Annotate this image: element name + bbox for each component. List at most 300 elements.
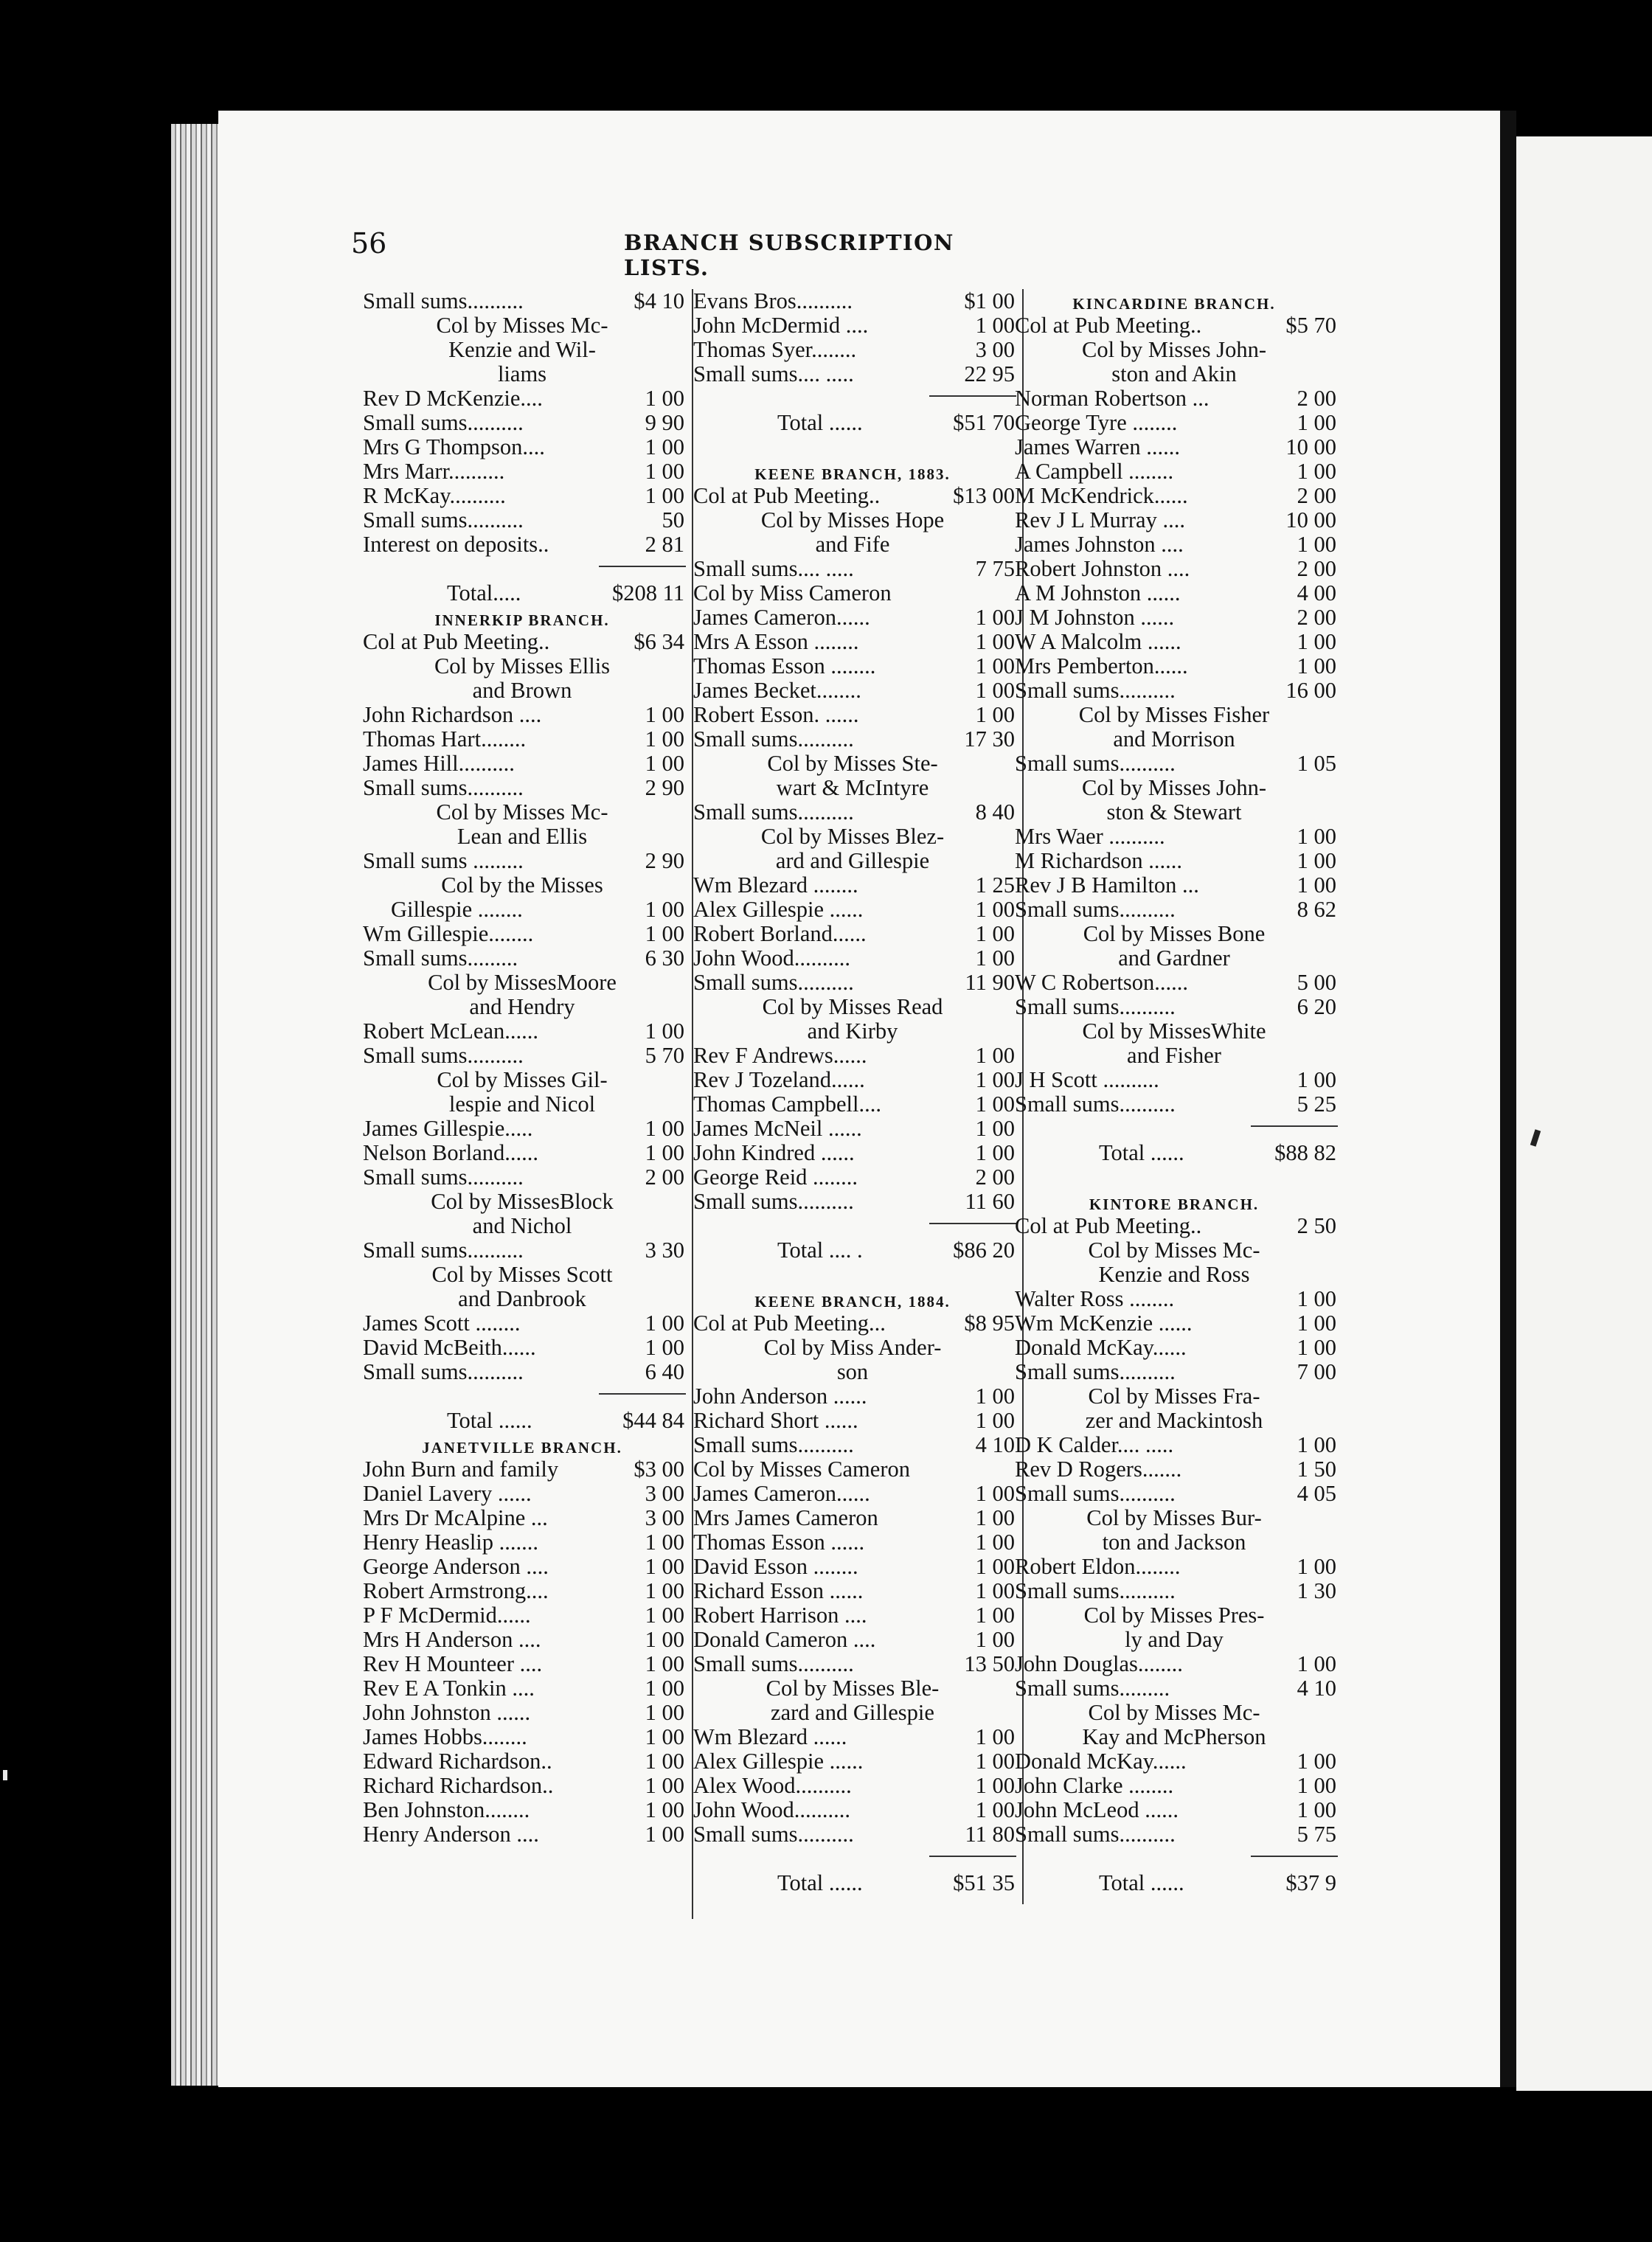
- entry-name: Rev F Andrews......: [693, 1043, 867, 1068]
- entry-amount: 1 00: [975, 1530, 1015, 1555]
- page-header: [351, 227, 1044, 280]
- entry-name: Small sums.........: [363, 945, 518, 971]
- subscription-entry: [1004, 1433, 1344, 1457]
- entry-amount: 1 00: [1297, 410, 1336, 435]
- entry-amount: 1 00: [1297, 872, 1336, 898]
- entry-name: Richard Short ......: [693, 1408, 858, 1433]
- total-rule: [353, 557, 692, 581]
- entry-amount: 1 00: [1297, 1311, 1336, 1336]
- collector-note: [1004, 1725, 1344, 1749]
- entry-amount: 1 00: [645, 1700, 684, 1725]
- subscription-entry: [1004, 484, 1344, 508]
- entry-name: Mrs G Thompson....: [363, 434, 545, 459]
- subscription-entry: [1004, 532, 1344, 557]
- collector-text: Col by Misses Ste-: [767, 751, 938, 776]
- entry-amount: 1 00: [1297, 848, 1336, 873]
- subscription-entry: [1004, 1287, 1344, 1311]
- entry-amount: 1 00: [645, 1603, 684, 1628]
- entry-amount: $4 10: [634, 288, 684, 313]
- entry-name: Small sums..........: [363, 410, 524, 435]
- collector-text: Col by Misses Ble-: [766, 1676, 940, 1701]
- collector-note: [1004, 338, 1344, 362]
- collector-text: ston & Stewart: [1106, 799, 1242, 825]
- collector-text: Col by Misses Fisher: [1078, 702, 1270, 727]
- entry-name: Interest on deposits..: [363, 532, 549, 557]
- subscription-entry: [353, 1336, 692, 1360]
- entry-name: Rev D Rogers.......: [1015, 1457, 1182, 1482]
- subscription-entry: [683, 484, 1022, 508]
- entry-name: Robert Johnston ....: [1015, 556, 1190, 581]
- entry-name: George Anderson ....: [363, 1554, 549, 1579]
- entry-amount: 1 00: [645, 1724, 684, 1749]
- subscription-entry: [1004, 1798, 1344, 1822]
- total-line: [1004, 1871, 1344, 1895]
- collector-note: [1004, 800, 1344, 825]
- subscription-entry: [1004, 995, 1344, 1019]
- collector-text: ly and Day: [1125, 1627, 1224, 1652]
- entry-amount: 6 40: [645, 1359, 684, 1384]
- entry-amount: 1 50: [1297, 1457, 1336, 1482]
- entry-name: W A Malcolm ......: [1015, 629, 1181, 654]
- total-line: [353, 581, 692, 605]
- entry-name: A M Johnston ......: [1015, 580, 1181, 605]
- entry-name: Rev H Mounteer ....: [363, 1651, 543, 1676]
- entry-name: Walter Ross ........: [1015, 1286, 1175, 1311]
- facing-page-edge: [1516, 136, 1652, 2091]
- total-line: [683, 411, 1022, 435]
- subscription-entry: [1004, 1068, 1344, 1092]
- entry-name: Alex Gillespie ......: [693, 1749, 864, 1774]
- subscription-entry: [353, 1360, 692, 1384]
- collector-text: and Gardner: [1118, 945, 1230, 971]
- entry-amount: 1 00: [1297, 1797, 1336, 1822]
- collector-text: Kay and McPherson: [1082, 1724, 1266, 1749]
- entry-amount: $8 95: [964, 1311, 1015, 1336]
- entry-amount: 1 00: [645, 483, 684, 508]
- total-amount: $44 84: [622, 1408, 684, 1433]
- entry-amount: $5 70: [1285, 313, 1336, 338]
- entry-amount: 1 00: [1297, 1286, 1336, 1311]
- entry-name: Robert Borland......: [693, 921, 867, 946]
- collector-note: [353, 873, 692, 898]
- entry-name: John Wood..........: [693, 1797, 851, 1822]
- collector-text: zard and Gillespie: [771, 1700, 934, 1725]
- subscription-entry: [683, 971, 1022, 995]
- subscription-entry: [353, 435, 692, 459]
- subscription-entry: [353, 289, 692, 313]
- entry-name: George Tyre ........: [1015, 410, 1178, 435]
- entry-amount: 1 00: [645, 1554, 684, 1579]
- entry-amount: 1 00: [975, 1505, 1015, 1530]
- entry-amount: 1 00: [975, 1797, 1015, 1822]
- collector-note: [1004, 703, 1344, 727]
- subscription-entry: [683, 1190, 1022, 1214]
- subscription-entry: [353, 1044, 692, 1068]
- entry-amount: 10 00: [1285, 507, 1336, 532]
- entry-amount: 9 90: [645, 410, 684, 435]
- entry-name: David McBeith......: [363, 1335, 536, 1360]
- total-amount: $86 20: [953, 1238, 1015, 1263]
- total-rule: [683, 1847, 1022, 1871]
- subscription-entry: [353, 1603, 692, 1628]
- total-rule: [1004, 1847, 1344, 1871]
- collector-text: and Fife: [815, 532, 890, 557]
- entry-name: A Campbell ........: [1015, 459, 1174, 484]
- entry-name: John Clarke ........: [1015, 1773, 1174, 1798]
- subscription-entry: [683, 1822, 1022, 1847]
- entry-name: R McKay..........: [363, 483, 506, 508]
- collector-note: [353, 313, 692, 338]
- entry-amount: 1 00: [645, 1116, 684, 1141]
- subscription-entry: [683, 703, 1022, 727]
- entry-name: James Gillespie.....: [363, 1116, 533, 1141]
- subscription-entry: [1004, 654, 1344, 678]
- subscription-entry: [353, 1676, 692, 1701]
- collector-note: [353, 1190, 692, 1214]
- subscription-entry: [353, 532, 692, 557]
- subscription-entry: [1004, 508, 1344, 532]
- subscription-entry: [683, 727, 1022, 752]
- entry-amount: 1 00: [975, 1749, 1015, 1774]
- collector-note: [353, 800, 692, 825]
- total-label: Total .... .: [777, 1238, 863, 1263]
- total-label: Total ......: [777, 1870, 863, 1895]
- entry-name: Henry Anderson ....: [363, 1822, 539, 1847]
- subscription-entry: [353, 1749, 692, 1774]
- entry-amount: 1 00: [645, 726, 684, 752]
- collector-text: Col by MissesBlock: [431, 1189, 614, 1214]
- collector-text: Col by Misses Pres-: [1083, 1603, 1265, 1628]
- entry-amount: 1 00: [645, 1822, 684, 1847]
- entry-name: Rev J B Hamilton ...: [1015, 872, 1199, 898]
- entry-amount: 1 05: [1297, 751, 1336, 776]
- entry-amount: 8 40: [975, 799, 1015, 825]
- entry-amount: 3 00: [645, 1481, 684, 1506]
- entry-amount: 1 00: [645, 1335, 684, 1360]
- subscription-entry: [683, 1482, 1022, 1506]
- subscription-entry: [1004, 1652, 1344, 1676]
- collector-text: Col by Misses Gil-: [437, 1067, 608, 1092]
- total-rule: [1004, 1117, 1344, 1141]
- entry-amount: 1 00: [1297, 653, 1336, 678]
- spacer: [683, 1263, 1022, 1287]
- entry-name: Robert Harrison ....: [693, 1603, 867, 1628]
- collector-text: Col by Misses Read: [762, 994, 943, 1019]
- entry-amount: 8 62: [1297, 897, 1336, 922]
- collector-note: [353, 362, 692, 386]
- entry-name: John Johnston ......: [363, 1700, 531, 1725]
- entry-name: Richard Esson ......: [693, 1578, 864, 1603]
- entry-amount: 1 00: [975, 1603, 1015, 1628]
- subscription-entry: [683, 1409, 1022, 1433]
- subscription-entry: [683, 605, 1022, 630]
- total-line: [1004, 1141, 1344, 1165]
- branch-heading: JANETVILLE BRANCH.: [422, 1439, 622, 1457]
- collector-note: [353, 1287, 692, 1311]
- subscription-entry: [353, 630, 692, 654]
- total-amount: $208 11: [612, 580, 684, 605]
- entry-amount: 1 00: [645, 1530, 684, 1555]
- subscription-entry: [683, 1749, 1022, 1774]
- collector-note: [353, 825, 692, 849]
- entry-name: Mrs James Cameron: [693, 1505, 878, 1530]
- entry-amount: 1 00: [1297, 1651, 1336, 1676]
- entry-amount: 1 00: [645, 1773, 684, 1798]
- entry-name: Small sums.... .....: [693, 361, 854, 386]
- subscription-entry: [683, 922, 1022, 946]
- page-gutter: [1500, 111, 1516, 2087]
- subscription-entry: [683, 1311, 1022, 1336]
- entry-name: John Anderson ......: [693, 1384, 867, 1409]
- subscription-entry: [353, 386, 692, 411]
- entry-amount: 1 25: [975, 872, 1015, 898]
- branch-heading: KINCARDINE BRANCH.: [1072, 295, 1276, 313]
- collector-text: Col by the Misses: [441, 872, 603, 898]
- entry-amount: 2 50: [1297, 1213, 1336, 1238]
- entry-amount: 1 00: [1297, 629, 1336, 654]
- subscription-entry: [353, 1019, 692, 1044]
- entry-name: Donald McKay......: [1015, 1749, 1187, 1774]
- entry-name: Small sums..........: [363, 507, 524, 532]
- entry-amount: 2 00: [1297, 556, 1336, 581]
- entry-name: Thomas Esson ......: [693, 1530, 865, 1555]
- subscription-entry: [1004, 1555, 1344, 1579]
- entry-name: Small sums..........: [693, 970, 854, 995]
- entry-name: Alex Gillespie ......: [693, 897, 864, 922]
- entry-name: John Kindred ......: [693, 1140, 855, 1165]
- subscription-entry: [1004, 313, 1344, 338]
- entry-amount: 16 00: [1285, 678, 1336, 703]
- entry-name: M Richardson ......: [1015, 848, 1183, 873]
- total-label: Total ......: [1099, 1870, 1184, 1895]
- entry-name: Mrs Dr McAlpine ...: [363, 1505, 548, 1530]
- rule-line: [929, 395, 1016, 397]
- entry-name: James Cameron......: [693, 605, 870, 630]
- entry-name: Rev D McKenzie....: [363, 386, 543, 411]
- subscription-entry: [353, 946, 692, 971]
- collector-text: son: [836, 1359, 869, 1384]
- subscription-entry: [1004, 386, 1344, 411]
- entry-amount: $13 00: [953, 483, 1015, 508]
- collector-note: [1004, 1384, 1344, 1409]
- entry-name: James Hobbs........: [363, 1724, 527, 1749]
- subscription-entry: [353, 849, 692, 873]
- subscription-entry: [1004, 898, 1344, 922]
- rule-line: [929, 1856, 1016, 1857]
- entry-name: Small sums..........: [363, 1043, 524, 1068]
- entry-name: John McLeod ......: [1015, 1797, 1179, 1822]
- subscription-entry: [1004, 1092, 1344, 1117]
- entry-amount: 2 00: [1297, 386, 1336, 411]
- entry-name: Edward Richardson..: [363, 1749, 552, 1774]
- entry-amount: 10 00: [1285, 434, 1336, 459]
- entry-name: Col at Pub Meeting..: [1015, 313, 1202, 338]
- entry-name: Wm Blezard ........: [693, 872, 858, 898]
- entry-name: James Warren ......: [1015, 434, 1180, 459]
- collector-note: [683, 1676, 1022, 1701]
- collector-text: Col by Misses Blez-: [760, 824, 945, 849]
- entry-amount: 1 00: [975, 1116, 1015, 1141]
- total-amount: $51 35: [953, 1870, 1015, 1895]
- collector-text: Col by Misses Ellis: [434, 653, 611, 678]
- entry-amount: 11 90: [965, 970, 1015, 995]
- entry-amount: 50: [662, 507, 684, 532]
- subscription-entry: [683, 654, 1022, 678]
- entry-amount: 1 00: [645, 1651, 684, 1676]
- collector-text: Col by Misses John-: [1082, 775, 1266, 800]
- entry-name: Col at Pub Meeting...: [693, 1311, 886, 1336]
- subscription-entry: [683, 898, 1022, 922]
- entry-amount: 11 80: [965, 1822, 1015, 1847]
- entry-amount: 1 00: [975, 605, 1015, 630]
- entry-name: Small sums..........: [1015, 897, 1176, 922]
- entry-amount: 1 00: [645, 459, 684, 484]
- column-3: [1004, 289, 1344, 1895]
- subscription-entry: [1004, 459, 1344, 484]
- subscription-entry: [1004, 630, 1344, 654]
- entry-amount: 1 30: [1297, 1578, 1336, 1603]
- entry-amount: $1 00: [964, 288, 1015, 313]
- subscription-entry: [1004, 581, 1344, 605]
- entry-amount: 3 30: [645, 1238, 684, 1263]
- collector-note: [1004, 1238, 1344, 1263]
- entry-name: Thomas Esson ........: [693, 653, 876, 678]
- entry-amount: 2 00: [975, 1165, 1015, 1190]
- entry-amount: 1 00: [645, 921, 684, 946]
- entry-name: Mrs Waer ..........: [1015, 824, 1165, 849]
- total-amount: $37 9: [1285, 1870, 1336, 1895]
- dust-speck: [3, 1770, 7, 1780]
- entry-amount: 1 00: [975, 702, 1015, 727]
- collector-text: Kenzie and Wil-: [448, 337, 596, 362]
- entry-amount: 2 90: [645, 775, 684, 800]
- subscription-entry: [1004, 849, 1344, 873]
- collector-text: Col by MissesMoore: [428, 970, 617, 995]
- collector-text: Col by Misses Scott: [431, 1262, 613, 1287]
- total-label: Total ......: [447, 1408, 532, 1433]
- entry-name: Donald Cameron ....: [693, 1627, 876, 1652]
- subscription-entry: [683, 1798, 1022, 1822]
- entry-name: Col at Pub Meeting..: [363, 629, 550, 654]
- subscription-entry: [1004, 1457, 1344, 1482]
- entry-amount: 1 00: [645, 751, 684, 776]
- entry-amount: 1 00: [645, 386, 684, 411]
- entry-name: Col at Pub Meeting..: [1015, 1213, 1202, 1238]
- entry-amount: 4 10: [1297, 1676, 1336, 1701]
- entry-amount: 1 00: [645, 1797, 684, 1822]
- entry-name: Small sums..........: [693, 1651, 854, 1676]
- subscription-entry: [683, 1092, 1022, 1117]
- collector-text: and Danbrook: [458, 1286, 586, 1311]
- entry-name: Mrs H Anderson ....: [363, 1627, 541, 1652]
- collector-note: [353, 1214, 692, 1238]
- subscription-entry: [353, 459, 692, 484]
- entry-amount: 1 00: [975, 1627, 1015, 1652]
- entry-amount: 11 60: [965, 1189, 1015, 1214]
- page-number: 56: [351, 227, 387, 260]
- subscription-entry: [1004, 1482, 1344, 1506]
- subscription-entry: [353, 1628, 692, 1652]
- entry-amount: 4 00: [1297, 580, 1336, 605]
- entry-amount: 2 81: [645, 532, 684, 557]
- entry-name: Small sums..........: [693, 1432, 854, 1457]
- entry-name: Small sums..........: [693, 799, 854, 825]
- subscription-entry: [683, 338, 1022, 362]
- collector-text: ston and Akin: [1111, 361, 1237, 386]
- collector-text: wart & McIntyre: [776, 775, 929, 800]
- subscription-entry: [1004, 971, 1344, 995]
- collector-note: [353, 1092, 692, 1117]
- collector-note: [1004, 1530, 1344, 1555]
- subscription-entry: [683, 1628, 1022, 1652]
- total-line: [353, 1409, 692, 1433]
- entry-name: James Johnston ....: [1015, 532, 1184, 557]
- entry-name: Col at Pub Meeting..: [693, 483, 881, 508]
- subscription-entry: [353, 1579, 692, 1603]
- collector-note: [1004, 1603, 1344, 1628]
- collector-note: [683, 508, 1022, 532]
- subscription-entry: [353, 776, 692, 800]
- subscription-entry: [353, 1822, 692, 1847]
- subscription-entry: [353, 1311, 692, 1336]
- entry-amount: 1 00: [975, 1067, 1015, 1092]
- subscription-entry: [683, 800, 1022, 825]
- collector-text: Col by Misses Mc-: [436, 799, 608, 825]
- subscription-entry: [683, 581, 1022, 605]
- entry-name: Small sums..........: [1015, 1359, 1176, 1384]
- entry-name: Small sums..........: [363, 1238, 524, 1263]
- entry-amount: 1 00: [975, 1724, 1015, 1749]
- total-line: [683, 1238, 1022, 1263]
- entry-amount: 1 00: [975, 313, 1015, 338]
- collector-text: and Morrison: [1113, 726, 1235, 752]
- collector-note: [1004, 1409, 1344, 1433]
- entry-amount: 1 00: [975, 1384, 1015, 1409]
- entry-amount: 3 00: [975, 337, 1015, 362]
- collector-note: [1004, 1019, 1344, 1044]
- collector-note: [683, 849, 1022, 873]
- entry-amount: 1 00: [975, 1092, 1015, 1117]
- subscription-entry: [683, 1384, 1022, 1409]
- rule-line: [599, 1393, 686, 1395]
- subscription-entry: [1004, 1360, 1344, 1384]
- subscription-entry: [353, 752, 692, 776]
- collector-note: [1004, 776, 1344, 800]
- rule-line: [599, 566, 686, 567]
- subscription-entry: [683, 1774, 1022, 1798]
- entry-name: Mrs A Esson ........: [693, 629, 859, 654]
- entry-name: Small sums..........: [363, 775, 524, 800]
- collector-note: [1004, 1701, 1344, 1725]
- entry-name: Richard Richardson..: [363, 1773, 554, 1798]
- entry-name: Rev J Tozeland......: [693, 1067, 865, 1092]
- subscription-entry: [1004, 1749, 1344, 1774]
- subscription-entry: [1004, 605, 1344, 630]
- subscription-entry: [1004, 825, 1344, 849]
- entry-name: Small sums..........: [1015, 678, 1176, 703]
- subscription-entry: [1004, 873, 1344, 898]
- subscription-entry: [683, 1652, 1022, 1676]
- subscription-entry: [353, 922, 692, 946]
- entry-amount: 6 30: [645, 945, 684, 971]
- entry-name: M McKendrick......: [1015, 483, 1188, 508]
- subscription-entry: [353, 1774, 692, 1798]
- subscription-entry: [353, 898, 692, 922]
- collector-note: [353, 654, 692, 678]
- collector-text: and Hendry: [469, 994, 575, 1019]
- collector-text: Col by Misses Mc-: [1088, 1238, 1260, 1263]
- entry-name: Mrs Marr..........: [363, 459, 505, 484]
